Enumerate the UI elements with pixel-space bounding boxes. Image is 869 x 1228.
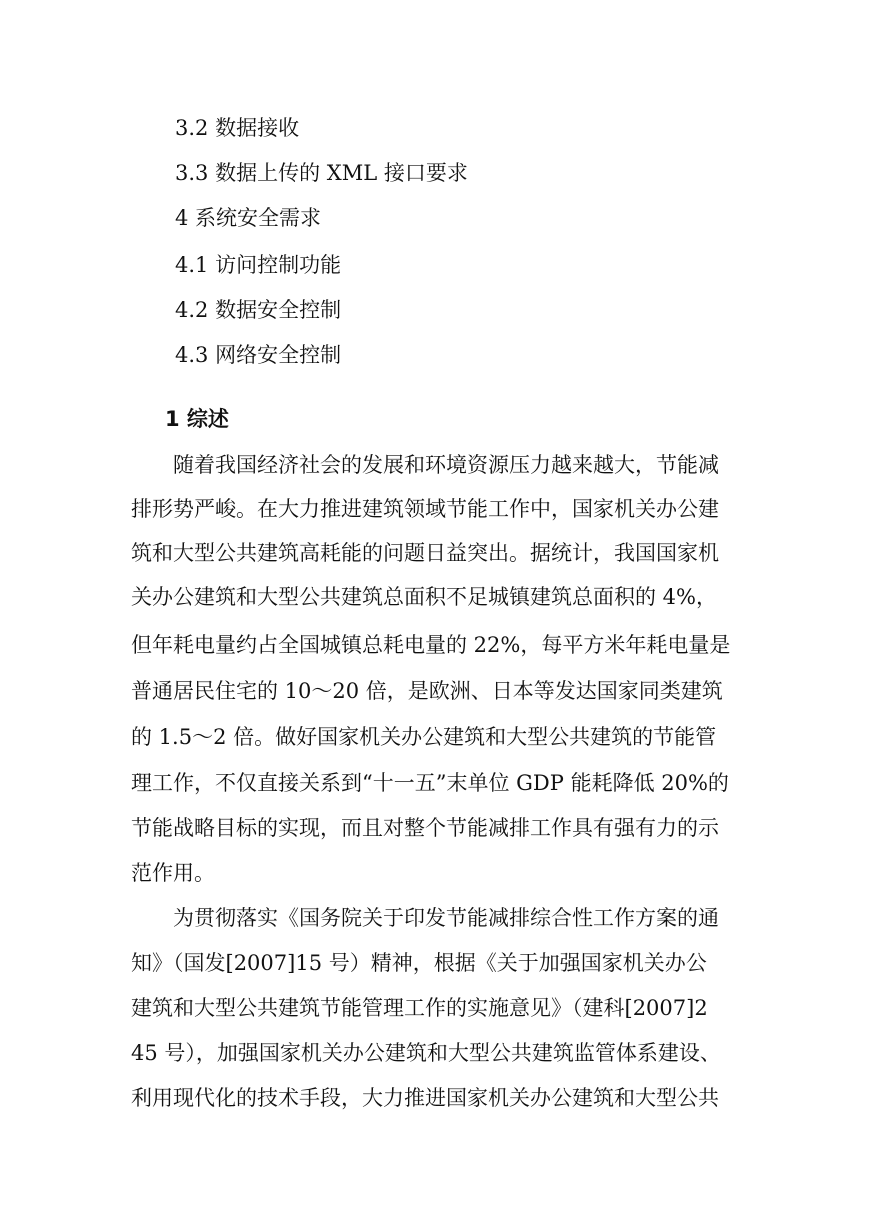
toc-item-4-1: 4.1 访问控制功能 [175,253,342,277]
text-line: 关办公建筑和大型公共建筑总面积不足城镇建筑总面积的 4%， [131,585,717,609]
text-line: 知》（国发[2007]15 号）精神，根据《关于加强国家机关办公 [131,951,707,975]
toc-item-4: 4 系统安全需求 [175,206,322,230]
text-line: 为贯彻落实《国务院关于印发节能减排综合性工作方案的通 [131,906,719,930]
text-line: 的 1.5～2 倍。做好国家机关办公建筑和大型公共建筑的节能管 [131,725,717,749]
toc-item-4-3: 4.3 网络安全控制 [175,343,342,367]
section-heading: 1 综述 [165,407,229,431]
text-line: 筑和大型公共建筑高耗能的问题日益突出。据统计，我国国家机 [131,541,719,565]
text-line: 普通居民住宅的 10～20 倍，是欧洲、日本等发达国家同类建筑 [131,679,723,703]
text-line: 范作用。 [131,861,215,885]
text-line: 利用现代化的技术手段，大力推进国家机关办公建筑和大型公共 [131,1086,719,1110]
text-line: 节能战略目标的实现，而且对整个节能减排工作具有强有力的示 [131,816,719,840]
text-line: 45 号），加强国家机关办公建筑和大型公共建筑监管体系建设、 [131,1041,721,1065]
toc-item-3-3: 3.3 数据上传的 XML 接口要求 [175,161,468,185]
text-line: 排形势严峻。在大力推进建筑领域节能工作中，国家机关办公建 [131,497,719,521]
text-line: 理工作，不仅直接关系到“十一五”末单位 GDP 能耗降低 20%的 [131,771,729,795]
toc-item-3-2: 3.2 数据接收 [175,116,300,140]
text-line: 但年耗电量约占全国城镇总耗电量的 22%，每平方米年耗电量是 [131,633,731,657]
toc-item-4-2: 4.2 数据安全控制 [175,298,342,322]
text-line: 随着我国经济社会的发展和环境资源压力越来越大，节能减 [131,453,719,477]
text-line: 建筑和大型公共建筑节能管理工作的实施意见》（建科[2007]2 [131,996,708,1020]
